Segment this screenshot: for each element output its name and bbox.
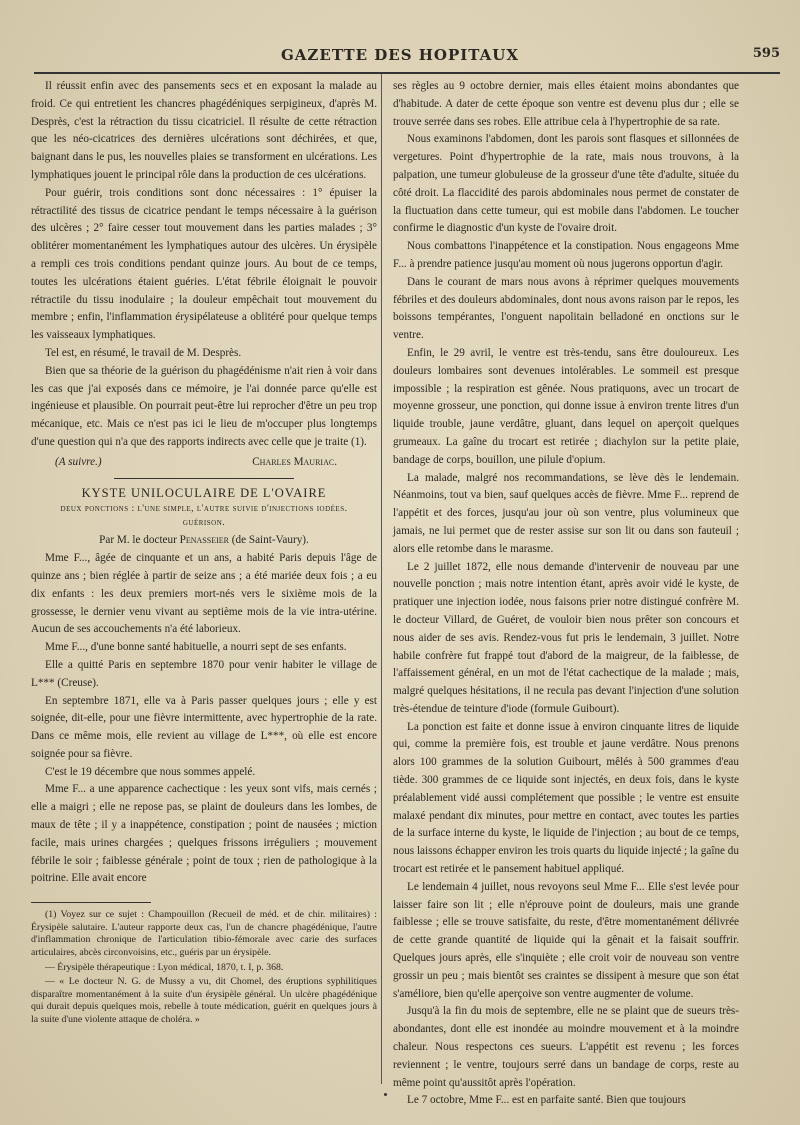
paragraph: Elle a quitté Paris en septembre 1870 pour venir habiter le village de L*** (Creuse). bbox=[31, 658, 377, 689]
paragraph: Tel est, en résumé, le travail de M. Desprès. bbox=[45, 346, 242, 359]
footnote-rule bbox=[31, 902, 151, 903]
paragraph: En septembre 1871, elle va à Paris passer quelques jours ; elle y est soignée, dit-elle, pour une fièvre intermittente, avec hypertrophie de la rate. Dans ce même mois, elle revient au village de L***, où elle est encore soignée pour sa fièvre. bbox=[31, 694, 377, 760]
paragraph: C'est le 19 décembre que nous sommes appelé. bbox=[45, 765, 256, 778]
paragraph: Mme F... a une apparence cachectique : les yeux sont vifs, mais cernés ; elle a maigri ; elle ne repose pas, se plaint de douleurs dans les lombes, de maux de tête ; il y a inappétence, constipation ; point de nausées ; miction facile, mais urines chargées ; quelques frissons irréguliers ; mouvement fébrile le soir ; faiblesse générale ; point de toux ; rien de pathologique à la poitrine. Elle avait encore bbox=[31, 783, 377, 885]
right-column bbox=[393, 78, 739, 1110]
paragraph: Pour guérir, trois conditions sont donc nécessaires : 1° épuiser la rétractilité des tissus de cicatrice pendant le temps nécessaire à la guérison des ulcères ; 2° faire cesser tout mouvement dans les parties malades ; 3° oblitérer momentanément les lymphatiques autour des ulcères. Un érysipèle a rempli ces trois conditions pendant quinze jours. Au bout de ce temps, toutes les ulcérations étaient guéries. L'état fébrile éloignait le pouvoir rétractile du tissu inodulaire ; la douleur empêchait tout mouvement du membre ; enfin, l'inflammation érysipélateuse a oblitéré pour quelque temps les vaisseaux lymphatiques. bbox=[31, 186, 377, 342]
journal-title: GAZETTE DES HOPITAUX bbox=[280, 46, 519, 64]
byline-location: (de Saint-Vaury). bbox=[231, 534, 309, 547]
author-signature: Charles Mauriac. bbox=[252, 455, 337, 468]
paragraph: La ponction est faite et donne issue à environ cinquante litres de liquide qui, comme la première fois, est trouble et jaune verdâtre. Nous prenons alors 100 grammes de la solution Guibourt, mêlés à 500 grammes d'eau tiède. 300 grammes de ce liquide sont injectés, en deux fois, dans le kyste préalablement vidé aussi complétement que possible ; le ventre est ensuite malaxé pendant dix minutes, pour mettre en contact, avec toutes les parties de la surface interne du kyste, le liquide de l'injection ; au bout de ce temps, nous laissons échapper environ les trois quarts du liquide injecté ; la gaîne du trocart est retirée et le pansement habituel appliqué. bbox=[393, 720, 739, 876]
paragraph: Enfin, le 29 avril, le ventre est très-tendu, sans être douloureux. Les douleurs lombaires sont devenues intolérables. Le sommeil est presque impossible ; la respiration est gênée. Nous pratiquons, avec un trocart de moyenne grosseur, une ponction, qui donne issue à environ trente litres d'un liquide trouble, jaune verdâtre, gluant, dans lequel on aperçoit quelques grumeaux. La gaîne du trocart est retirée ; diachylon sur la petite plaie, bandage de corps, bouillon, une pilule d'opium. bbox=[393, 346, 739, 466]
byline-author: Penasseier bbox=[179, 534, 229, 547]
footnotes bbox=[31, 909, 377, 1026]
paragraph: Dans le courant de mars nous avons à réprimer quelques mouvements fébriles et des douleurs abdominales, dont nous avons raison par le repos, les boissons tempérantes, l'onguent napolitain belladoné en onctions sur le ventre. bbox=[393, 275, 739, 342]
byline-prefix: Par M. le docteur bbox=[99, 534, 177, 547]
to-be-continued: (A suivre.) bbox=[55, 455, 102, 468]
paragraph: Nous combattons l'inappétence et la constipation. Nous engageons Mme F... à prendre patience jusqu'au moment où nous jugerons opportun d'agir. bbox=[393, 240, 739, 270]
paragraph: ses règles au 9 octobre dernier, mais elles étaient moins abondantes que d'habitude. A dater de cette époque son ventre est devenu plus dur ; elle se trouve serrée dans ses robes. Elle attribue cela à l'hypertrophie de sa rate. bbox=[393, 80, 739, 128]
paragraph: La malade, malgré nos recommandations, se lève dès le lendemain. Néanmoins, tout va bien, sauf quelques accès de fièvre. Mme F... reprend de l'appétit et des forces, jusqu'au jour où son ventre, plus volumineux que jamais, ne lui permet que de rester assise sur son lit ou dans son fauteuil ; alors elle retombe dans le marasme. bbox=[393, 471, 739, 555]
paragraph: Mme F..., âgée de cinquante et un ans, a habité Paris depuis l'âge de quinze ans ; bien réglée à partir de seize ans ; a été mariée deux fois ; a eu dix enfants : les deux premiers mort-nés vers le sixième mois de la grossesse, le dernier venu vivant au septième mois de la vie intra-utérine. Aucun de ses accouchements n'a été laborieux. bbox=[31, 552, 377, 636]
paragraph: Jusqu'à la fin du mois de septembre, elle ne se plaint que de sueurs très-abondantes, dont elle est inondée au moindre mouvement et à la moindre chaleur. Nous respectons ces sueurs. L'appétit est revenu ; les forces reviennent ; le ventre, toujours serré dans un bandage de corps, reste au même point qu'aussitôt après l'opération. bbox=[393, 1005, 739, 1089]
footnote: (1) Voyez sur ce sujet : Champouillon (Recueil de méd. et de chir. militaires) : Érysipèle salutaire. L'auteur rapporte deux cas, l'un de chancre phagédénique, l'autre d'inflammation chronique de l'articulation tibio-fémorale avec carie des surfaces articulaires, abcès circonvoisins, etc., guéris par un érysipèle. bbox=[31, 909, 377, 959]
left-column bbox=[31, 78, 377, 1029]
header-rule bbox=[34, 72, 780, 74]
paragraph: Le 7 octobre, Mme F... est en parfaite santé. Bien que toujours bbox=[407, 1094, 686, 1107]
section-separator bbox=[114, 478, 294, 479]
article-title: KYSTE UNILOCULAIRE DE L'OVAIRE bbox=[81, 485, 327, 500]
paragraph: Mme F..., d'une bonne santé habituelle, a nourri sept de ses enfants. bbox=[45, 641, 347, 654]
article-byline bbox=[31, 532, 377, 550]
article-subtitle: deux ponctions : l'une simple, l'autre suivie d'injections iodées. bbox=[60, 504, 348, 515]
paragraph: Bien que sa théorie de la guérison du phagédénisme n'ait rien à voir dans les cas que j'ai exposés dans ce mémoire, je l'ai donnée parce qu'elle est ingénieuse et plausible. On pourrait peut-être lui reprocher d'être un peu trop mécanique, etc. Mais ce n'est pas ici le lieu de m'occuper plus longtemps d'une question qui n'a que des rapports indirects avec celle que je traite (1). bbox=[31, 364, 377, 448]
article-subtitle-result: guérison. bbox=[182, 518, 226, 529]
page-header bbox=[0, 46, 800, 66]
paragraph: Le 2 juillet 1872, elle nous demande d'intervenir de nouveau par une nouvelle ponction ; mais notre intention étant, après avoir vidé le kyste, de pratiquer une injection iodée, nous faisons prier notre distingué confrère M. le docteur Villard, de Guéret, de vouloir bien nous prêter son concours et nous aider de ses avis. Rendez-vous fut pris le lendemain, 3 juillet. Notre habile confrère fut frappé tout d'abord de la maigreur, de la faiblesse, de l'affaissement général, en un mot de l'état cachectique de la malade ; mais, malgré quelques hésitations, il ne recula pas devant l'injection d'une solution très-étendue de teinture d'iode (formule Guibourt). bbox=[393, 560, 739, 715]
page-number: 595 bbox=[752, 46, 780, 61]
footnote: — « Le docteur N. G. de Mussy a vu, dit Chomel, des éruptions syphilitiques disparaître momentanément à la suite d'un érysipèle général. Un ulcère phagédénique qui durait depuis quelques mois, rebelle à toute médication, guérit en quelques jours à la suite d'une violente attaque de choléra. » bbox=[31, 976, 377, 1026]
article-signature bbox=[31, 454, 377, 472]
column-divider bbox=[381, 74, 382, 1084]
paragraph: Nous examinons l'abdomen, dont les parois sont flasques et sillonnées de vergetures. Point d'hypertrophie de la rate, mais nous trouvons, à la palpation, une tumeur globuleuse de la grosseur d'une tête d'adulte, située du côté droit. La flaccidité des parois abdominales nous permet de constater de la fluctuation dans cette tumeur, qui est mobile dans l'abdomen. Le toucher confirme le diagnostic d'un kyste de l'ovaire droit. bbox=[393, 133, 739, 235]
ink-speck bbox=[384, 1093, 387, 1096]
paragraph: Il réussit enfin avec des pansements secs et en exposant la malade au froid. Ce qui entretient les chancres phagédéniques serpigineux, d'après M. Desprès, c'est la rétraction du tissu cicatriciel. Il résulte de cette rétraction que les néo-cicatrices des dernières ulcérations sont déchirées, et que, baignant dans le pus, les nouvelles plaies se transforment en ulcérations. Les lymphatiques jouent le principal rôle dans la production de ces ulcérations. bbox=[31, 80, 377, 181]
paragraph: Le lendemain 4 juillet, nous revoyons seul Mme F... Elle s'est levée pour laisser faire son lit ; elle n'éprouve point de douleurs, mais une grande faiblesse ; elle se trouve satisfaite, du reste, d'être momentanément délivrée de cette grande quantité de liquide qui la gênait et la faisait souffrir. Quelques jours après, elle s'inquiète ; elle croit voir de nouveau son ventre grossir un peu ; mais bientôt ses craintes se dissipent à mesure que son état s'améliore, bien qu'elle aperçoive son ventre augmenter de volume. bbox=[393, 880, 739, 1000]
footnote: — Érysipèle thérapeutique : Lyon médical, 1870, t. I, p. 368. bbox=[45, 961, 284, 973]
